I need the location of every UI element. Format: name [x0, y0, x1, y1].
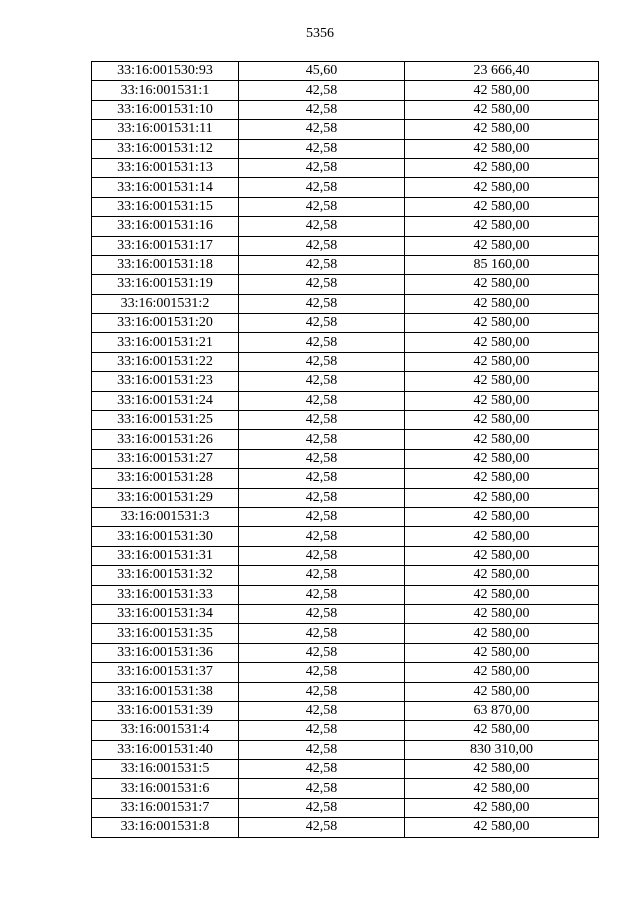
cadastral-number-cell: 33:16:001531:33 — [92, 585, 239, 604]
area-cell: 42,58 — [239, 197, 405, 216]
area-cell: 42,58 — [239, 430, 405, 449]
area-cell: 42,58 — [239, 604, 405, 623]
page-number: 5356 — [306, 26, 334, 41]
area-cell: 45,60 — [239, 62, 405, 81]
table-row — [92, 139, 599, 158]
value-cell: 830 310,00 — [405, 740, 599, 759]
table-row — [92, 333, 599, 352]
cadastral-number-cell: 33:16:001531:24 — [92, 391, 239, 410]
cadastral-number-cell: 33:16:001531:21 — [92, 333, 239, 352]
cadastral-number-cell: 33:16:001531:26 — [92, 430, 239, 449]
value-cell: 42 580,00 — [405, 275, 599, 294]
table-row — [92, 372, 599, 391]
cadastral-number-cell: 33:16:001531:17 — [92, 236, 239, 255]
table-row — [92, 275, 599, 294]
cadastral-number-cell: 33:16:001531:2 — [92, 294, 239, 313]
area-cell: 42,58 — [239, 488, 405, 507]
table-row — [92, 314, 599, 333]
table-row — [92, 236, 599, 255]
cadastral-number-cell: 33:16:001531:13 — [92, 158, 239, 177]
value-cell: 42 580,00 — [405, 798, 599, 817]
area-cell: 42,58 — [239, 721, 405, 740]
value-cell: 42 580,00 — [405, 391, 599, 410]
value-cell: 42 580,00 — [405, 779, 599, 798]
cadastral-number-cell: 33:16:001531:4 — [92, 721, 239, 740]
cadastral-number-cell: 33:16:001531:15 — [92, 197, 239, 216]
area-cell: 42,58 — [239, 449, 405, 468]
table-row — [92, 197, 599, 216]
area-cell: 42,58 — [239, 139, 405, 158]
table-row — [92, 469, 599, 488]
cadastral-number-cell: 33:16:001531:10 — [92, 100, 239, 119]
value-cell: 42 580,00 — [405, 469, 599, 488]
table-row — [92, 81, 599, 100]
cadastral-number-cell: 33:16:001531:28 — [92, 469, 239, 488]
cadastral-number-cell: 33:16:001531:23 — [92, 372, 239, 391]
area-cell: 42,58 — [239, 527, 405, 546]
table-row — [92, 818, 599, 837]
table-row — [92, 682, 599, 701]
value-cell: 85 160,00 — [405, 255, 599, 274]
value-cell: 42 580,00 — [405, 178, 599, 197]
area-cell: 42,58 — [239, 100, 405, 119]
area-cell: 42,58 — [239, 352, 405, 371]
value-cell: 23 666,40 — [405, 62, 599, 81]
table-row — [92, 120, 599, 139]
value-cell: 42 580,00 — [405, 527, 599, 546]
cadastral-number-cell: 33:16:001531:27 — [92, 449, 239, 468]
cadastral-table — [91, 61, 599, 838]
table-row — [92, 663, 599, 682]
cadastral-number-cell: 33:16:001531:38 — [92, 682, 239, 701]
cadastral-number-cell: 33:16:001531:29 — [92, 488, 239, 507]
value-cell: 42 580,00 — [405, 294, 599, 313]
area-cell: 42,58 — [239, 391, 405, 410]
value-cell: 42 580,00 — [405, 314, 599, 333]
cadastral-number-cell: 33:16:001531:40 — [92, 740, 239, 759]
value-cell: 42 580,00 — [405, 139, 599, 158]
cadastral-number-cell: 33:16:001531:22 — [92, 352, 239, 371]
value-cell: 42 580,00 — [405, 760, 599, 779]
value-cell: 42 580,00 — [405, 585, 599, 604]
value-cell: 42 580,00 — [405, 333, 599, 352]
value-cell: 42 580,00 — [405, 682, 599, 701]
value-cell: 42 580,00 — [405, 430, 599, 449]
value-cell: 42 580,00 — [405, 372, 599, 391]
table-row — [92, 701, 599, 720]
area-cell: 42,58 — [239, 585, 405, 604]
cadastral-number-cell: 33:16:001531:37 — [92, 663, 239, 682]
table-row — [92, 721, 599, 740]
cadastral-number-cell: 33:16:001531:8 — [92, 818, 239, 837]
area-cell: 42,58 — [239, 624, 405, 643]
cadastral-number-cell: 33:16:001531:25 — [92, 411, 239, 430]
value-cell: 42 580,00 — [405, 411, 599, 430]
table-row — [92, 255, 599, 274]
area-cell: 42,58 — [239, 507, 405, 526]
area-cell: 42,58 — [239, 469, 405, 488]
cadastral-number-cell: 33:16:001531:35 — [92, 624, 239, 643]
area-cell: 42,58 — [239, 566, 405, 585]
table-row — [92, 546, 599, 565]
area-cell: 42,58 — [239, 158, 405, 177]
value-cell: 42 580,00 — [405, 352, 599, 371]
area-cell: 42,58 — [239, 294, 405, 313]
table-row — [92, 449, 599, 468]
area-cell: 42,58 — [239, 236, 405, 255]
table-row — [92, 178, 599, 197]
table-row — [92, 760, 599, 779]
table-row — [92, 294, 599, 313]
table-row — [92, 779, 599, 798]
value-cell: 42 580,00 — [405, 100, 599, 119]
value-cell: 42 580,00 — [405, 217, 599, 236]
cadastral-number-cell: 33:16:001531:34 — [92, 604, 239, 623]
area-cell: 42,58 — [239, 760, 405, 779]
cadastral-number-cell: 33:16:001531:20 — [92, 314, 239, 333]
value-cell: 42 580,00 — [405, 721, 599, 740]
value-cell: 42 580,00 — [405, 663, 599, 682]
cadastral-number-cell: 33:16:001531:36 — [92, 643, 239, 662]
value-cell: 42 580,00 — [405, 818, 599, 837]
value-cell: 42 580,00 — [405, 566, 599, 585]
table-row — [92, 585, 599, 604]
table-row — [92, 507, 599, 526]
value-cell: 42 580,00 — [405, 488, 599, 507]
table-row — [92, 798, 599, 817]
table-body — [92, 62, 599, 838]
value-cell: 42 580,00 — [405, 546, 599, 565]
value-cell: 42 580,00 — [405, 643, 599, 662]
area-cell: 42,58 — [239, 818, 405, 837]
table-row — [92, 430, 599, 449]
table-row — [92, 643, 599, 662]
value-cell: 42 580,00 — [405, 507, 599, 526]
table-row — [92, 411, 599, 430]
area-cell: 42,58 — [239, 411, 405, 430]
cadastral-number-cell: 33:16:001531:18 — [92, 255, 239, 274]
cadastral-number-cell: 33:16:001531:7 — [92, 798, 239, 817]
cadastral-number-cell: 33:16:001530:93 — [92, 62, 239, 81]
table-row — [92, 158, 599, 177]
cadastral-number-cell: 33:16:001531:1 — [92, 81, 239, 100]
table-row — [92, 740, 599, 759]
area-cell: 42,58 — [239, 275, 405, 294]
area-cell: 42,58 — [239, 178, 405, 197]
area-cell: 42,58 — [239, 255, 405, 274]
cadastral-number-cell: 33:16:001531:11 — [92, 120, 239, 139]
area-cell: 42,58 — [239, 81, 405, 100]
table-row — [92, 391, 599, 410]
table-row — [92, 217, 599, 236]
area-cell: 42,58 — [239, 217, 405, 236]
value-cell: 42 580,00 — [405, 604, 599, 623]
cadastral-number-cell: 33:16:001531:6 — [92, 779, 239, 798]
area-cell: 42,58 — [239, 546, 405, 565]
cadastral-number-cell: 33:16:001531:39 — [92, 701, 239, 720]
area-cell: 42,58 — [239, 779, 405, 798]
area-cell: 42,58 — [239, 314, 405, 333]
cadastral-number-cell: 33:16:001531:16 — [92, 217, 239, 236]
area-cell: 42,58 — [239, 120, 405, 139]
cadastral-number-cell: 33:16:001531:14 — [92, 178, 239, 197]
cadastral-number-cell: 33:16:001531:30 — [92, 527, 239, 546]
value-cell: 42 580,00 — [405, 449, 599, 468]
area-cell: 42,58 — [239, 798, 405, 817]
cadastral-number-cell: 33:16:001531:32 — [92, 566, 239, 585]
cadastral-number-cell: 33:16:001531:12 — [92, 139, 239, 158]
value-cell: 42 580,00 — [405, 81, 599, 100]
value-cell: 42 580,00 — [405, 197, 599, 216]
value-cell: 63 870,00 — [405, 701, 599, 720]
table-row — [92, 352, 599, 371]
value-cell: 42 580,00 — [405, 120, 599, 139]
area-cell: 42,58 — [239, 643, 405, 662]
table-row — [92, 62, 599, 81]
area-cell: 42,58 — [239, 372, 405, 391]
table-row — [92, 624, 599, 643]
area-cell: 42,58 — [239, 682, 405, 701]
cadastral-number-cell: 33:16:001531:3 — [92, 507, 239, 526]
table-row — [92, 527, 599, 546]
table-row — [92, 488, 599, 507]
value-cell: 42 580,00 — [405, 236, 599, 255]
cadastral-number-cell: 33:16:001531:19 — [92, 275, 239, 294]
area-cell: 42,58 — [239, 663, 405, 682]
value-cell: 42 580,00 — [405, 158, 599, 177]
cadastral-number-cell: 33:16:001531:31 — [92, 546, 239, 565]
area-cell: 42,58 — [239, 740, 405, 759]
table-row — [92, 604, 599, 623]
table-row — [92, 100, 599, 119]
table-row — [92, 566, 599, 585]
value-cell: 42 580,00 — [405, 624, 599, 643]
area-cell: 42,58 — [239, 701, 405, 720]
cadastral-number-cell: 33:16:001531:5 — [92, 760, 239, 779]
area-cell: 42,58 — [239, 333, 405, 352]
